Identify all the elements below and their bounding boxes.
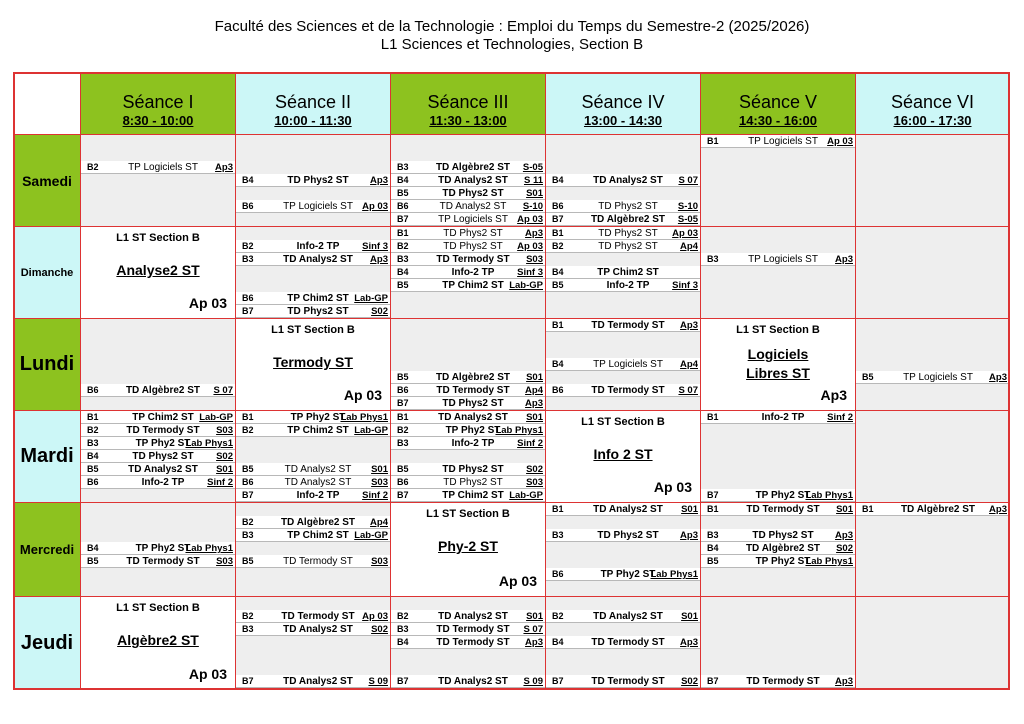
subject: TD Analys2 ST: [284, 464, 352, 475]
room: S 07: [213, 385, 233, 396]
lecture-room: Ap3: [820, 387, 847, 403]
subject: TD Termody ST: [436, 385, 510, 396]
outer-border: [13, 72, 1010, 690]
group-id: B5: [552, 280, 564, 290]
group-id: B2: [87, 425, 99, 435]
subject: TP Logiciels ST: [748, 136, 818, 147]
subject: TP Phy2 ST: [600, 569, 656, 580]
subject: TD Phys2 ST: [597, 530, 659, 541]
group-id: B4: [707, 543, 719, 553]
subject: TP Phy2 ST: [755, 490, 811, 501]
lecture-course: Algèbre2 ST: [117, 632, 199, 648]
room: Ap4: [370, 517, 388, 528]
subject: TD Algèbre2 ST: [745, 543, 821, 554]
lecture-room: Ap 03: [343, 387, 382, 403]
group-id: B6: [397, 477, 409, 487]
room: Lab Phys1: [185, 438, 233, 449]
group-id: B3: [87, 438, 99, 448]
subject: TD Termody ST: [746, 676, 820, 687]
group-id: B2: [397, 241, 409, 251]
room: Ap3: [525, 228, 543, 239]
room: Ap3: [835, 254, 853, 265]
group-id: B2: [552, 241, 564, 251]
room: Lab Phys1: [650, 569, 698, 580]
subject: TD Analys2 ST: [438, 412, 508, 423]
lecture-course: Info 2 ST: [593, 446, 653, 462]
subject: TD Analys2 ST: [284, 477, 352, 488]
subject: TD Phys2 ST: [598, 201, 658, 212]
group-id: B6: [397, 385, 409, 395]
group-id: B7: [397, 676, 409, 686]
group-id: B4: [242, 175, 254, 185]
subject: TD Termody ST: [591, 676, 665, 687]
group-id: B6: [552, 569, 564, 579]
group-id: B5: [862, 372, 874, 382]
room: Ap 03: [827, 136, 853, 147]
subject: TP Phy2 ST: [290, 412, 346, 423]
room: Lab Phys1: [805, 490, 853, 501]
subject: TD Termody ST: [281, 611, 355, 622]
group-id: B7: [552, 676, 564, 686]
subject: TD Termody ST: [436, 637, 510, 648]
room: Ap3: [680, 530, 698, 541]
subject: TD Algèbre2 ST: [280, 517, 356, 528]
group-id: B4: [397, 175, 409, 185]
room: Lab-GP: [509, 490, 543, 501]
room: Lab Phys1: [805, 556, 853, 567]
subject: TD Phys2 ST: [598, 228, 658, 239]
subject: TD Analys2 ST: [593, 611, 663, 622]
subject: TD Analys2 ST: [283, 676, 353, 687]
room: S-10: [677, 201, 698, 212]
lecture-section: L1 ST Section B: [736, 324, 820, 336]
subject: TD Phys2 ST: [132, 451, 194, 462]
group-id: B6: [552, 201, 564, 211]
session-name: Séance IV: [581, 92, 665, 112]
group-id: B3: [707, 530, 719, 540]
group-id: B5: [242, 464, 254, 474]
day-label: Mardi: [13, 410, 81, 503]
subject: Info-2 TP: [606, 280, 650, 291]
room: S01: [216, 464, 233, 475]
group-id: B7: [397, 214, 409, 224]
room: S01: [371, 464, 388, 475]
subject: TP Chim2 ST: [287, 425, 349, 436]
room: Sinf 3: [362, 241, 388, 252]
lecture-course: Phy-2 ST: [438, 538, 498, 554]
room: Lab-GP: [354, 293, 388, 304]
group-id: B3: [552, 530, 564, 540]
room: S02: [216, 451, 233, 462]
group-id: B6: [87, 385, 99, 395]
group-id: B2: [397, 425, 409, 435]
room: S03: [526, 254, 543, 265]
subject: TD Termody ST: [126, 556, 200, 567]
session-time: 14:30 - 16:00: [738, 113, 818, 128]
room: Sinf 2: [362, 490, 388, 501]
room: Lab-GP: [354, 530, 388, 541]
room: Ap3: [680, 637, 698, 648]
group-id: B6: [397, 201, 409, 211]
subject: TP Chim2 ST: [597, 267, 659, 278]
lecture-section: L1 ST Section B: [116, 602, 200, 614]
subject: TD Phys2 ST: [598, 241, 658, 252]
subject: TD Termody ST: [436, 254, 510, 265]
group-id: B3: [397, 254, 409, 264]
room: S02: [681, 676, 698, 687]
room: S01: [681, 611, 698, 622]
group-id: B1: [397, 228, 409, 238]
group-id: B4: [87, 451, 99, 461]
group-id: B7: [242, 490, 254, 500]
group-id: B1: [707, 412, 719, 422]
subject: TD Phys2 ST: [752, 530, 814, 541]
room: S01: [526, 372, 543, 383]
subject: TP Phy2 ST: [755, 556, 811, 567]
room: Lab-GP: [199, 412, 233, 423]
room: S-10: [522, 201, 543, 212]
group-id: B6: [552, 385, 564, 395]
group-id: B3: [242, 254, 254, 264]
group-id: B1: [242, 412, 254, 422]
session-time: 8:30 - 10:00: [122, 113, 194, 128]
subject: TP Logiciels ST: [128, 162, 198, 173]
subject: TP Phy2 ST: [135, 438, 191, 449]
room: S 07: [678, 175, 698, 186]
group-id: B1: [552, 320, 564, 330]
room: Ap3: [525, 637, 543, 648]
subject: TP Phy2 ST: [135, 543, 191, 554]
subject: TP Chim2 ST: [132, 412, 194, 423]
group-id: B3: [397, 438, 409, 448]
subject: TD Termody ST: [591, 637, 665, 648]
room: S01: [681, 504, 698, 515]
lecture-section: L1 ST Section B: [426, 508, 510, 520]
room: S03: [526, 477, 543, 488]
subject: TD Analys2 ST: [438, 175, 508, 186]
room: Sinf 2: [827, 412, 853, 423]
lecture-course: Termody ST: [273, 354, 353, 370]
lecture-section: L1 ST Section B: [581, 416, 665, 428]
group-id: B7: [707, 490, 719, 500]
subject: TP Phy2 ST: [445, 425, 501, 436]
room: Ap4: [680, 241, 698, 252]
group-id: B1: [707, 136, 719, 146]
group-id: B3: [242, 530, 254, 540]
room: Ap 03: [517, 214, 543, 225]
room: S03: [216, 556, 233, 567]
room: S 07: [678, 385, 698, 396]
subject: Info-2 TP: [296, 490, 340, 501]
lecture-course: Analyse2 ST: [116, 262, 200, 278]
room: S-05: [677, 214, 698, 225]
group-id: B3: [242, 624, 254, 634]
group-id: B4: [397, 267, 409, 277]
group-id: B2: [397, 611, 409, 621]
group-id: B4: [87, 543, 99, 553]
lecture-section: L1 ST Section B: [271, 324, 355, 336]
group-id: B7: [397, 398, 409, 408]
room: Sinf 2: [207, 477, 233, 488]
lecture-room: Ap 03: [498, 573, 537, 589]
group-id: B1: [707, 504, 719, 514]
group-id: B4: [552, 359, 564, 369]
group-id: B5: [397, 280, 409, 290]
subject: TD Phys2 ST: [442, 464, 504, 475]
subject: TD Phys2 ST: [287, 175, 349, 186]
subject: TD Termody ST: [283, 556, 353, 567]
group-id: B7: [397, 490, 409, 500]
room: S03: [216, 425, 233, 436]
group-id: B2: [87, 162, 99, 172]
subject: TD Algèbre2 ST: [125, 385, 201, 396]
subject: TD Analys2 ST: [593, 504, 663, 515]
subject: TD Phys2 ST: [442, 188, 504, 199]
subject: TP Logiciels ST: [748, 254, 818, 265]
subject: TD Algèbre2 ST: [435, 162, 511, 173]
group-id: B4: [552, 637, 564, 647]
group-id: B5: [397, 188, 409, 198]
session-name: Séance III: [427, 92, 509, 112]
group-id: B7: [242, 676, 254, 686]
session-name: Séance V: [738, 92, 818, 112]
group-id: B1: [862, 504, 874, 514]
subject: TD Phys2 ST: [443, 477, 503, 488]
day-label: Lundi: [13, 318, 81, 411]
room: Lab-GP: [509, 280, 543, 291]
day-label: Dimanche: [13, 226, 81, 319]
room: S 09: [523, 676, 543, 687]
subject: TD Algèbre2 ST: [435, 372, 511, 383]
lecture-room: Ap 03: [653, 479, 692, 495]
room: Ap 03: [517, 241, 543, 252]
room: S03: [371, 556, 388, 567]
group-id: B3: [397, 624, 409, 634]
subject: TD Analys2 ST: [593, 175, 663, 186]
session-name: Séance I: [122, 92, 194, 112]
room: Ap 03: [362, 201, 388, 212]
subject: TP Logiciels ST: [903, 372, 973, 383]
subject: TD Analys2 ST: [438, 676, 508, 687]
subject: TP Chim2 ST: [442, 490, 504, 501]
subject: TP Logiciels ST: [593, 359, 663, 370]
day-label: Mercredi: [13, 502, 81, 597]
subject: TD Phys2 ST: [287, 306, 349, 317]
group-id: B1: [552, 228, 564, 238]
group-id: B3: [397, 162, 409, 172]
subject: TD Analys2 ST: [283, 254, 353, 265]
subject: TD Analys2 ST: [439, 201, 507, 212]
group-id: B2: [242, 241, 254, 251]
room: Ap3: [680, 320, 698, 331]
room: Ap3: [525, 398, 543, 409]
subject: TP Chim2 ST: [287, 530, 349, 541]
group-id: B6: [242, 293, 254, 303]
session-time: 13:00 - 14:30: [583, 113, 663, 128]
room: Lab Phys1: [185, 543, 233, 554]
subject: TP Logiciels ST: [283, 201, 353, 212]
group-id: B5: [397, 464, 409, 474]
session-time: 10:00 - 11:30: [274, 113, 352, 128]
group-id: B1: [552, 504, 564, 514]
room: Ap3: [989, 372, 1007, 383]
subject: TD Termody ST: [591, 385, 665, 396]
room: S02: [836, 543, 853, 554]
subject: TD Analys2 ST: [128, 464, 198, 475]
lecture-course: Logiciels Libres ST: [746, 346, 810, 381]
room: Lab-GP: [354, 425, 388, 436]
subject: Info-2 TP: [451, 267, 495, 278]
subject: TP Logiciels ST: [438, 214, 508, 225]
group-id: B6: [242, 477, 254, 487]
room: S02: [371, 306, 388, 317]
subject: Info-2 TP: [296, 241, 340, 252]
group-id: B2: [242, 517, 254, 527]
lecture-room: Ap 03: [188, 666, 227, 682]
room: S01: [526, 412, 543, 423]
session-name: Séance VI: [890, 92, 975, 112]
group-id: B7: [707, 676, 719, 686]
session-time: 11:30 - 13:00: [429, 113, 507, 128]
subject: TD Analys2 ST: [438, 611, 508, 622]
subject: TD Phys2 ST: [442, 398, 504, 409]
subject: TD Termody ST: [746, 504, 820, 515]
subject: TD Phys2 ST: [443, 241, 503, 252]
room: Ap 03: [672, 228, 698, 239]
room: Ap3: [989, 504, 1007, 515]
room: S03: [371, 477, 388, 488]
room: Lab Phys1: [495, 425, 543, 436]
room: Ap3: [215, 162, 233, 173]
lecture-room: Ap 03: [188, 295, 227, 311]
subject: Info-2 TP: [141, 477, 185, 488]
subject: Info-2 TP: [761, 412, 805, 423]
page-title: Faculté des Sciences et de la Technologie : Emploi du Temps du Semestre-2 (2025/2026): [214, 18, 810, 35]
subject: TD Termody ST: [126, 425, 200, 436]
subject: TD Algèbre2 ST: [590, 214, 666, 225]
subject: TD Termody ST: [436, 624, 510, 635]
group-id: B2: [242, 611, 254, 621]
room: Ap4: [680, 359, 698, 370]
room: S-05: [522, 162, 543, 173]
room: Ap3: [370, 254, 388, 265]
session-time: 16:00 - 17:30: [893, 113, 972, 128]
group-id: B1: [87, 412, 99, 422]
page-subtitle: L1 Sciences et Technologies, Section B: [380, 36, 644, 53]
room: S02: [371, 624, 388, 635]
day-label: Jeudi: [13, 596, 81, 690]
group-id: B2: [242, 425, 254, 435]
group-id: B5: [242, 556, 254, 566]
session-name: Séance II: [274, 92, 352, 112]
subject: TD Analys2 ST: [283, 624, 353, 635]
group-id: B5: [87, 464, 99, 474]
room: S 07: [523, 624, 543, 635]
room: S 11: [523, 175, 543, 186]
group-id: B1: [397, 412, 409, 422]
group-id: B6: [242, 201, 254, 211]
room: S 09: [368, 676, 388, 687]
subject: TD Termody ST: [591, 320, 665, 331]
group-id: B5: [87, 556, 99, 566]
room: S01: [526, 188, 543, 199]
subject: TD Phys2 ST: [443, 228, 503, 239]
room: S01: [526, 611, 543, 622]
room: S02: [526, 464, 543, 475]
group-id: B6: [87, 477, 99, 487]
group-id: B4: [552, 175, 564, 185]
group-id: B4: [397, 637, 409, 647]
room: Sinf 2: [517, 438, 543, 449]
room: Ap3: [835, 530, 853, 541]
room: Ap4: [525, 385, 543, 396]
group-id: B5: [707, 556, 719, 566]
group-id: B4: [552, 267, 564, 277]
day-label: Samedi: [13, 134, 81, 227]
room: Ap 03: [362, 611, 388, 622]
group-id: B2: [552, 611, 564, 621]
room: Sinf 3: [517, 267, 543, 278]
group-id: B7: [552, 214, 564, 224]
room: Ap3: [835, 676, 853, 687]
group-id: B5: [397, 372, 409, 382]
subject: TP Chim2 ST: [287, 293, 349, 304]
subject: Info-2 TP: [451, 438, 495, 449]
room: Ap3: [370, 175, 388, 186]
subject: TP Chim2 ST: [442, 280, 504, 291]
room: Sinf 3: [672, 280, 698, 291]
lecture-section: L1 ST Section B: [116, 232, 200, 244]
subject: TD Algèbre2 ST: [900, 504, 976, 515]
group-id: B7: [242, 306, 254, 316]
group-id: B3: [707, 254, 719, 264]
room: Lab Phys1: [340, 412, 388, 423]
room: S01: [836, 504, 853, 515]
